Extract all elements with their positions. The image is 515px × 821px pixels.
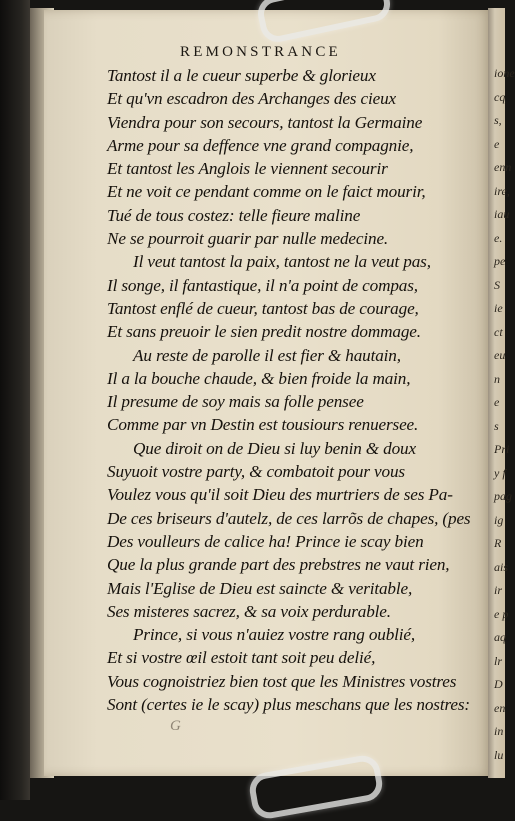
poem-line: Mais l'Eglise de Dieu est saincte & veritable, [107,578,413,598]
poem-line: Des voulleurs de calice ha! Prince ie scay bien [107,531,424,551]
facing-page-fragment: e p [494,606,509,621]
poem-line: Que la plus grande part des prebstres ne vaut rien, [107,555,450,575]
facing-page-fragment: ione [494,66,515,80]
poem-line: Tantost il a le cueur superbe & glorieux [107,66,376,85]
facing-page-fragment: ct [494,324,503,339]
poem-line: Tué de tous costez: telle fieure maline [107,205,361,225]
facing-page-fragment: y f [494,465,506,480]
poem-line: Comme par vn Destin est tousiours renuersee. [107,415,419,435]
facing-page-fragment: e [494,136,500,151]
poem-line: Tantost enflé de cueur, tantost bas de courage, [107,298,419,318]
facing-page-fragment: aq [494,630,506,644]
facing-page-fragment: pag [494,489,512,503]
poem-line: Il a la bouche chaude, & bien froide la main, [107,368,411,388]
poem-line: Prince, si vous n'auiez vostre rang oublié, [133,625,416,645]
facing-page-fragment: s [494,418,499,433]
facing-page-fragment: pe [494,254,506,268]
poem-line: Sont (certes ie le scay) plus meschans que les nostres: [107,695,470,715]
facing-page-fragment: iau [494,207,510,221]
poem-line: Il presume de soy mais sa folle pensee [107,392,364,412]
facing-page-fragment: enn [494,160,512,174]
facing-page-fragment: R [494,536,502,550]
facing-page-fragment: lu [494,747,504,762]
facing-page-fragment: s, [494,113,502,127]
poem-line: Viendra pour son secours, tantost la Germaine [107,112,423,132]
facing-page-fragment: ie [494,301,503,315]
poem-line: Vous cognoistriez bien tost que les Ministres vostres [107,671,457,691]
facing-page-fragment: ire, [494,183,510,198]
facing-page-fragment: lr [494,653,503,668]
poem-line: Arme pour sa deffence vne grand compagnie, [107,135,414,155]
poem-line: Ses misteres sacrez, & sa voix perdurable. [107,601,391,621]
catchword: G [170,718,181,734]
poem-line: Et si vostre œil estoit tant soit peu delié, [107,648,376,668]
poem-text [107,64,497,716]
facing-page-fragment: en [494,700,506,715]
poem-line: Suyuoit vostre party, & combatoit pour vous [107,462,405,482]
facing-page-fragment: e. [494,230,503,245]
poem-line: Voulez vous qu'il soit Dieu des murtriers de ses Pa- [107,485,453,505]
running-head: REMONSTRANCE [180,44,341,60]
facing-page-fragment: eu [494,348,506,362]
facing-page-fragment: D [494,677,503,691]
poem-line: Et sans preuoir le sien predit nostre dommage. [107,322,421,342]
facing-page-fragment: Pri [494,442,510,456]
poem-line: Et qu'vn escadron des Archanges des cieux [107,89,396,109]
facing-page-fragment: in [494,724,504,738]
poem-line: Au reste de parolle il est fier & hautain, [133,345,401,365]
poem-line: Et ne voit ce pendant comme on le faict mourir, [107,182,426,202]
facing-page-fragment: ig [494,512,504,527]
facing-page-fragment: n [494,371,500,386]
poem-line: Et tantost les Anglois le viennent secourir [107,159,388,179]
poem-line: Que diroit on de Dieu si luy benin & doux [133,438,416,458]
facing-page-fragment: e [494,395,500,409]
facing-page-fragment: ais [494,559,509,574]
facing-page-fragment: ir [494,583,503,597]
facing-page-fragment: S [494,277,500,292]
poem-line: Il veut tantost la paix, tantost ne la veut pas, [133,252,431,272]
book-binding-edge [0,0,30,800]
poem-line: De ces briseurs d'autelz, de ces larrõs de chapes, (pes [107,508,471,528]
poem-line: Il songe, il fantastique, il n'a point de compas, [107,275,418,295]
facing-page-fragment: cq [494,89,506,104]
poem-line: Ne se pourroit guarir par nulle medecine. [107,229,389,249]
